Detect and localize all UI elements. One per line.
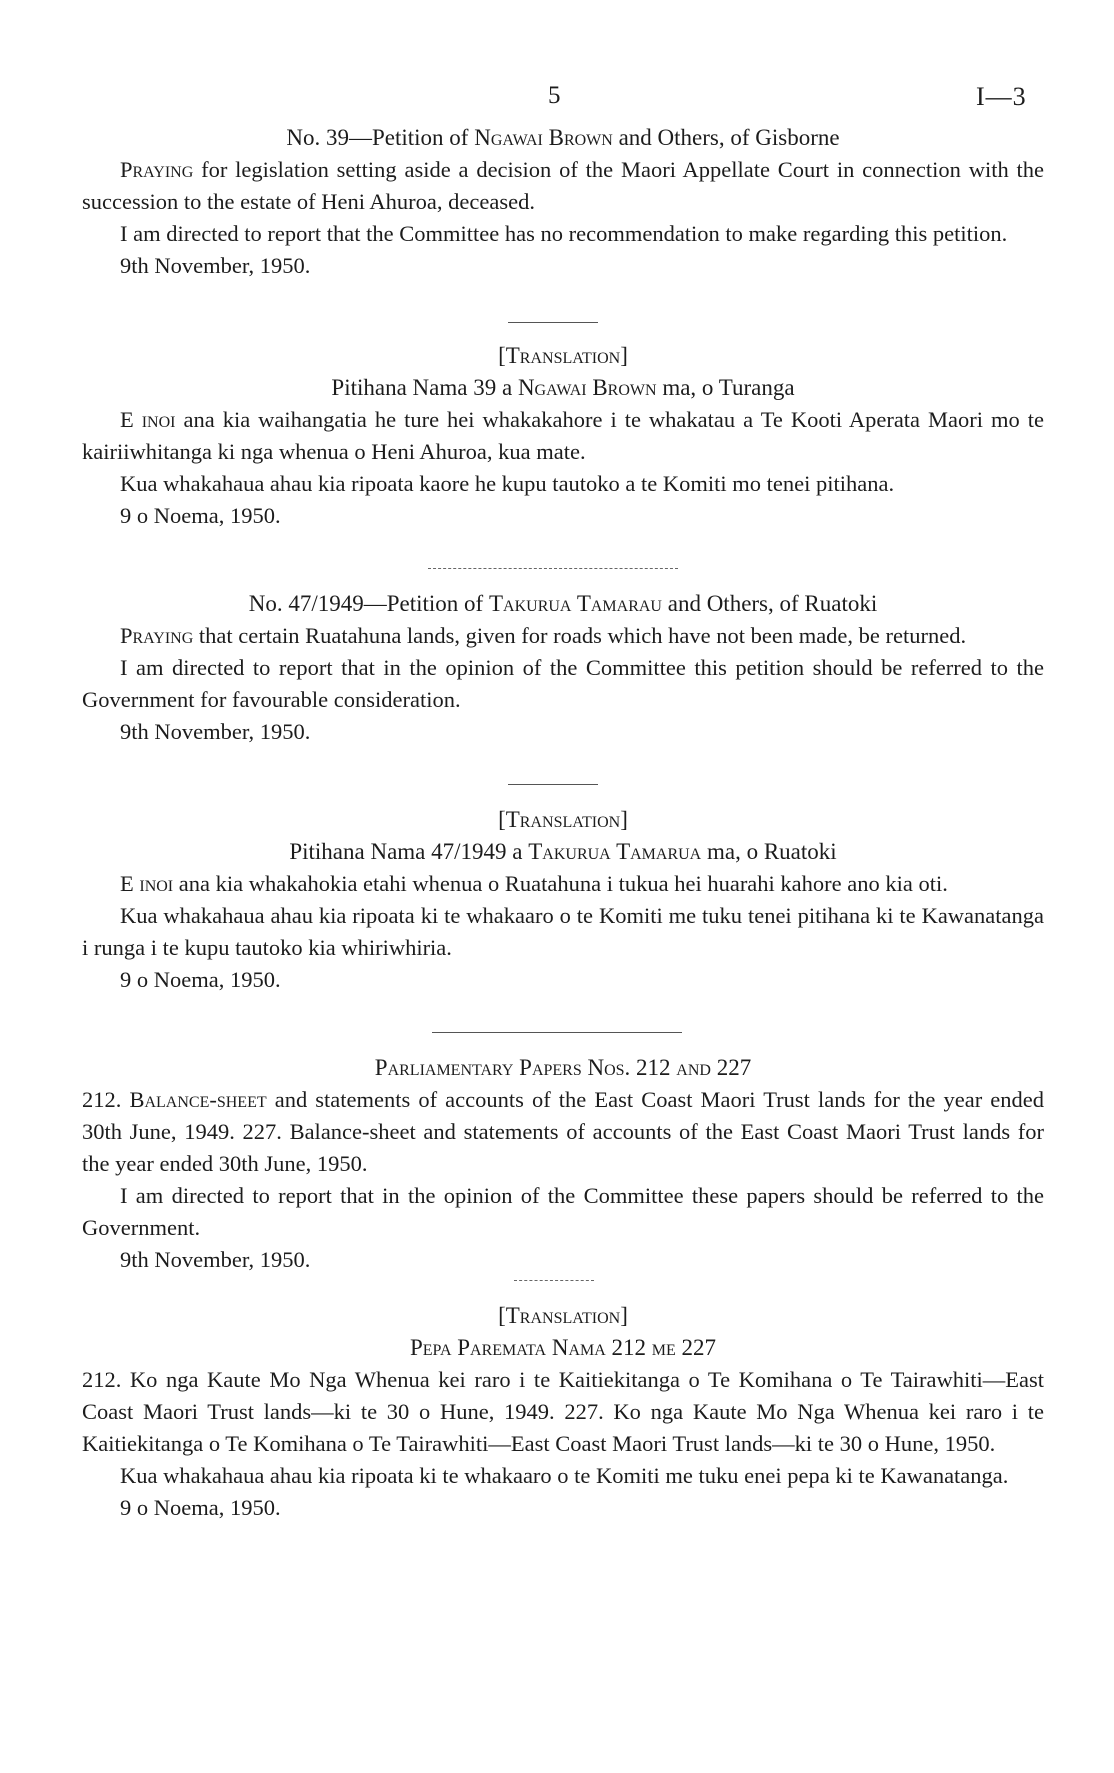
report-paragraph: Kua whakahaua ahau kia ripoata kaore he kupu tautoko a te Komiti mo tenei pitihana. <box>120 471 895 496</box>
section-title: Pitihana Nama 47/1949 a Takurua Tamarua ma, o Ruatoki <box>289 839 837 864</box>
section-divider <box>514 1280 594 1281</box>
section-divider <box>508 322 598 323</box>
parliamentary-papers-translation <box>82 1300 1044 1524</box>
translation-label: [Translation] <box>498 807 628 832</box>
prayer-paragraph: E inoi ana kia whakahokia etahi whenua o Ruatahuna i tukua hei huarahi kahore ano kia oti. <box>120 871 948 896</box>
petition-39-translation <box>82 340 1044 532</box>
petition-39-section <box>82 122 1044 282</box>
petition-47-translation <box>82 804 1044 996</box>
report-date: 9 o Noema, 1950. <box>120 1495 281 1520</box>
report-date: 9th November, 1950. <box>120 719 311 744</box>
report-date: 9 o Noema, 1950. <box>120 503 281 528</box>
translation-label: [Translation] <box>498 343 628 368</box>
section-divider <box>508 784 598 785</box>
report-paragraph: Kua whakahaua ahau kia ripoata ki te whakaaro o te Komiti me tuku tenei pitihana ki te Kawanatanga i runga i te kupu tautoko kia whiriwhiria. <box>82 903 1044 960</box>
papers-paragraph: 212. Ko nga Kaute Mo Nga Whenua kei raro i te Kaitiekitanga o Te Komihana o Te Tairawhiti—East Coast Maori Trust lands—ki te 30 o Hune, 1949. 227. Ko nga Kaute Mo Nga Whenua kei raro i te Kaitiekitanga o Te Komihana o Te Tairawhiti—East Coast Maori Trust lands—ki te 30 o Hune, 1950. <box>82 1367 1044 1456</box>
petition-47-section <box>82 588 1044 748</box>
section-title: Parliamentary Papers Nos. 212 and 227 <box>374 1055 752 1080</box>
prayer-paragraph: Praying for legislation setting aside a decision of the Maori Appellate Court in connection with the succession to the estate of Heni Ahuroa, deceased. <box>82 157 1044 214</box>
prayer-paragraph: E inoi ana kia waihangatia he ture hei whakakahore i te whakatau a Te Kooti Aperata Maori mo te kairiiwhitanga ki nga whenua o Heni Ahuroa, kua mate. <box>82 407 1044 464</box>
prayer-paragraph: Praying that certain Ruatahuna lands, given for roads which have not been made, be returned. <box>120 623 967 648</box>
paper-reference: I—3 <box>976 82 1027 111</box>
section-title: No. 47/1949—Petition of Takurua Tamarau and Others, of Ruatoki <box>248 591 878 616</box>
report-date: 9th November, 1950. <box>120 253 311 278</box>
report-paragraph: I am directed to report that in the opinion of the Committee this petition should be referred to the Government for favourable consideration. <box>82 655 1044 712</box>
report-date: 9 o Noema, 1950. <box>120 967 281 992</box>
report-paragraph: Kua whakahaua ahau kia ripoata ki te whakaaro o te Komiti me tuku enei pepa ki te Kawanatanga. <box>120 1463 1009 1488</box>
report-paragraph: I am directed to report that in the opinion of the Committee these papers should be referred to the Government. <box>82 1183 1044 1240</box>
papers-paragraph: 212. Balance-sheet and statements of accounts of the East Coast Maori Trust lands for the year ended 30th June, 1949. 227. Balance-sheet and statements of accounts of the East Coast Maori Trust lands for the year ended 30th June, 1950. <box>82 1087 1044 1176</box>
report-paragraph: I am directed to report that the Committee has no recommendation to make regarding this petition. <box>120 221 1008 246</box>
section-divider <box>428 568 678 569</box>
section-title: Pitihana Nama 39 a Ngawai Brown ma, o Turanga <box>331 375 795 400</box>
section-title: Pepa Paremata Nama 212 me 227 <box>409 1335 717 1360</box>
section-title: No. 39—Petition of Ngawai Brown and Others, of Gisborne <box>286 125 840 150</box>
section-divider <box>432 1032 682 1033</box>
translation-label: [Translation] <box>498 1303 628 1328</box>
page-number: 5 <box>548 82 562 109</box>
report-date: 9th November, 1950. <box>120 1247 311 1272</box>
parliamentary-papers-section <box>82 1052 1044 1276</box>
